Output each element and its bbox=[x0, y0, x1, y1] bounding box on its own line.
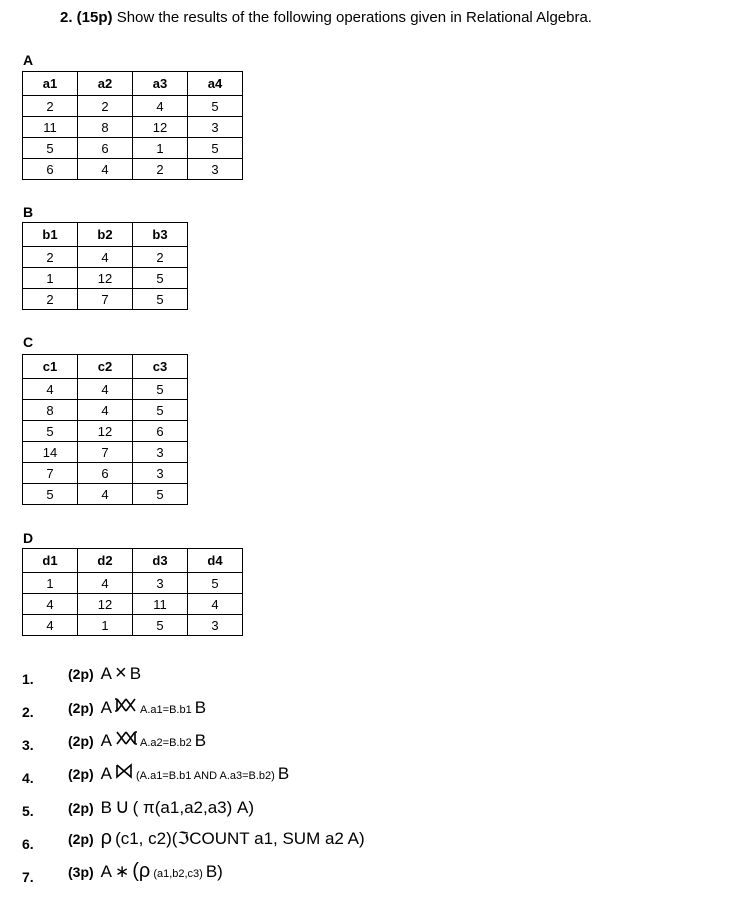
column-header: c2 bbox=[78, 355, 133, 379]
operand: A bbox=[100, 731, 113, 750]
table-row bbox=[23, 268, 188, 289]
table-row bbox=[23, 138, 243, 159]
column-header: a1 bbox=[23, 72, 78, 96]
operation-item bbox=[0, 827, 753, 860]
table-cell: 1 bbox=[23, 268, 78, 289]
table-cell: 7 bbox=[78, 289, 133, 310]
column-header: d3 bbox=[133, 549, 188, 573]
division-symbol: ∗ bbox=[115, 862, 130, 881]
table-cell: 5 bbox=[23, 484, 78, 505]
operation-item bbox=[0, 728, 753, 761]
table-row bbox=[23, 421, 188, 442]
table-row bbox=[23, 615, 243, 636]
operation-points: (2p) bbox=[68, 733, 94, 749]
relation-table-c bbox=[22, 354, 188, 505]
table-cell: 2 bbox=[23, 96, 78, 117]
table-cell: 4 bbox=[23, 615, 78, 636]
column-header: d1 bbox=[23, 549, 78, 573]
relation-name-b: B bbox=[23, 204, 34, 220]
table-cell: 12 bbox=[78, 421, 133, 442]
table-cell: 12 bbox=[78, 594, 133, 615]
operand: B bbox=[194, 698, 207, 717]
operation-points: (2p) bbox=[68, 666, 94, 682]
table-cell: 12 bbox=[133, 117, 188, 138]
relation-table-a bbox=[22, 71, 243, 180]
table-row bbox=[23, 96, 243, 117]
table-cell: 4 bbox=[78, 573, 133, 594]
table-cell: 5 bbox=[188, 573, 243, 594]
table-cell: 3 bbox=[188, 615, 243, 636]
join-condition: A.a2=B.b2 bbox=[140, 737, 192, 749]
table-cell: 4 bbox=[23, 379, 78, 400]
table-cell: 5 bbox=[133, 400, 188, 421]
operation-expression bbox=[68, 695, 206, 718]
table-cell: 5 bbox=[188, 96, 243, 117]
operand: A bbox=[100, 862, 113, 881]
table-cell: 3 bbox=[133, 463, 188, 484]
table-cell: 3 bbox=[188, 117, 243, 138]
operation-points: (2p) bbox=[68, 766, 94, 782]
column-header: b1 bbox=[23, 223, 78, 247]
table-cell: 3 bbox=[133, 573, 188, 594]
operation-item bbox=[0, 695, 753, 728]
table-cell: 3 bbox=[188, 159, 243, 180]
table-row bbox=[23, 573, 243, 594]
table-cell: 4 bbox=[78, 159, 133, 180]
table-header-row bbox=[23, 72, 243, 96]
table-cell: 5 bbox=[133, 289, 188, 310]
table-cell: 7 bbox=[78, 442, 133, 463]
operation-item bbox=[0, 761, 753, 794]
rename-symbol: (ρ bbox=[132, 860, 151, 882]
table-cell: 6 bbox=[78, 463, 133, 484]
table-cell: 2 bbox=[133, 247, 188, 268]
operation-item bbox=[0, 860, 753, 893]
table-cell: 12 bbox=[78, 268, 133, 289]
question-text: Show the results of the following operations given in Relational Algebra. bbox=[116, 9, 592, 26]
relation-name-c: C bbox=[23, 334, 34, 350]
table-cell: 6 bbox=[23, 159, 78, 180]
table-cell: 14 bbox=[23, 442, 78, 463]
column-header: d4 bbox=[188, 549, 243, 573]
table-row bbox=[23, 484, 188, 505]
question-title bbox=[60, 9, 592, 26]
operation-expression bbox=[68, 728, 206, 751]
operation-expression bbox=[68, 662, 141, 685]
table-row bbox=[23, 247, 188, 268]
rename-attributes: (a1,b2,c3) bbox=[153, 868, 203, 880]
table-row bbox=[23, 117, 243, 138]
table-cell: 2 bbox=[23, 247, 78, 268]
operation-points: (2p) bbox=[68, 800, 94, 816]
table-row bbox=[23, 442, 188, 463]
table-row bbox=[23, 463, 188, 484]
table-cell: 5 bbox=[133, 268, 188, 289]
aggregate-expression: (c1, c2)(ℑCOUNT a1, SUM a2 A) bbox=[115, 829, 365, 848]
cross-product-symbol: × bbox=[115, 662, 127, 684]
column-header: d2 bbox=[78, 549, 133, 573]
table-header-row bbox=[23, 549, 243, 573]
table-cell: 5 bbox=[133, 484, 188, 505]
table-cell: 5 bbox=[23, 138, 78, 159]
table-cell: 8 bbox=[78, 117, 133, 138]
table-row bbox=[23, 289, 188, 310]
table-cell: 4 bbox=[133, 96, 188, 117]
table-row bbox=[23, 159, 243, 180]
table-row bbox=[23, 379, 188, 400]
operation-number: 5. bbox=[22, 803, 34, 819]
table-cell: 1 bbox=[133, 138, 188, 159]
column-header: a2 bbox=[78, 72, 133, 96]
column-header: b2 bbox=[78, 223, 133, 247]
operation-item bbox=[0, 662, 753, 695]
table-cell: 5 bbox=[133, 379, 188, 400]
relation-table-d bbox=[22, 548, 243, 636]
table-cell: 2 bbox=[133, 159, 188, 180]
operation-points: (2p) bbox=[68, 831, 94, 847]
table-cell: 1 bbox=[23, 573, 78, 594]
operation-points: (2p) bbox=[68, 700, 94, 716]
operand: B bbox=[129, 664, 142, 683]
table-cell: 6 bbox=[78, 138, 133, 159]
table-cell: 1 bbox=[78, 615, 133, 636]
relation-table-b bbox=[22, 222, 188, 310]
rename-symbol: ρ bbox=[100, 827, 113, 849]
column-header: b3 bbox=[133, 223, 188, 247]
question-points: 2. (15p) bbox=[60, 9, 113, 26]
projection-expression: ( π(a1,a2,a3) A) bbox=[132, 798, 254, 817]
table-cell: 5 bbox=[133, 615, 188, 636]
table-row bbox=[23, 594, 243, 615]
operation-number: 2. bbox=[22, 704, 34, 720]
table-cell: 2 bbox=[78, 96, 133, 117]
operand: B bbox=[100, 798, 113, 817]
table-cell: 6 bbox=[133, 421, 188, 442]
table-cell: 2 bbox=[23, 289, 78, 310]
operation-number: 1. bbox=[22, 671, 34, 687]
join-condition: A.a1=B.b1 bbox=[140, 704, 192, 716]
table-cell: 5 bbox=[23, 421, 78, 442]
column-header: a4 bbox=[188, 72, 243, 96]
operation-expression bbox=[68, 794, 254, 819]
operation-number: 7. bbox=[22, 869, 34, 885]
relation-name-a: A bbox=[23, 52, 34, 68]
operand: B) bbox=[205, 862, 223, 881]
operation-expression bbox=[68, 827, 365, 850]
operation-expression bbox=[68, 761, 289, 784]
table-cell: 11 bbox=[133, 594, 188, 615]
left-outer-join-icon bbox=[115, 695, 137, 717]
operand: A bbox=[100, 698, 113, 717]
table-header-row bbox=[23, 223, 188, 247]
table-cell: 7 bbox=[23, 463, 78, 484]
table-row bbox=[23, 400, 188, 421]
table-cell: 5 bbox=[188, 138, 243, 159]
operation-points: (3p) bbox=[68, 864, 94, 880]
table-header-row bbox=[23, 355, 188, 379]
operation-number: 3. bbox=[22, 737, 34, 753]
operation-number: 4. bbox=[22, 770, 34, 786]
table-cell: 4 bbox=[78, 400, 133, 421]
operand: B bbox=[277, 764, 290, 783]
operations-list bbox=[0, 662, 753, 893]
operand: A bbox=[100, 664, 113, 683]
column-header: c1 bbox=[23, 355, 78, 379]
natural-join-icon bbox=[115, 761, 133, 783]
operand: A bbox=[100, 764, 113, 783]
operation-item bbox=[0, 794, 753, 827]
right-outer-join-icon bbox=[115, 728, 137, 750]
table-cell: 4 bbox=[78, 484, 133, 505]
table-cell: 4 bbox=[188, 594, 243, 615]
table-cell: 8 bbox=[23, 400, 78, 421]
table-cell: 11 bbox=[23, 117, 78, 138]
column-header: c3 bbox=[133, 355, 188, 379]
union-symbol: ∪ bbox=[115, 796, 130, 818]
table-cell: 4 bbox=[78, 247, 133, 268]
relation-name-d: D bbox=[23, 530, 34, 546]
operation-expression bbox=[68, 860, 223, 883]
operation-number: 6. bbox=[22, 836, 34, 852]
table-cell: 4 bbox=[78, 379, 133, 400]
column-header: a3 bbox=[133, 72, 188, 96]
table-cell: 3 bbox=[133, 442, 188, 463]
table-cell: 4 bbox=[23, 594, 78, 615]
operand: B bbox=[194, 731, 207, 750]
join-condition: (A.a1=B.b1 AND A.a3=B.b2) bbox=[136, 770, 275, 782]
